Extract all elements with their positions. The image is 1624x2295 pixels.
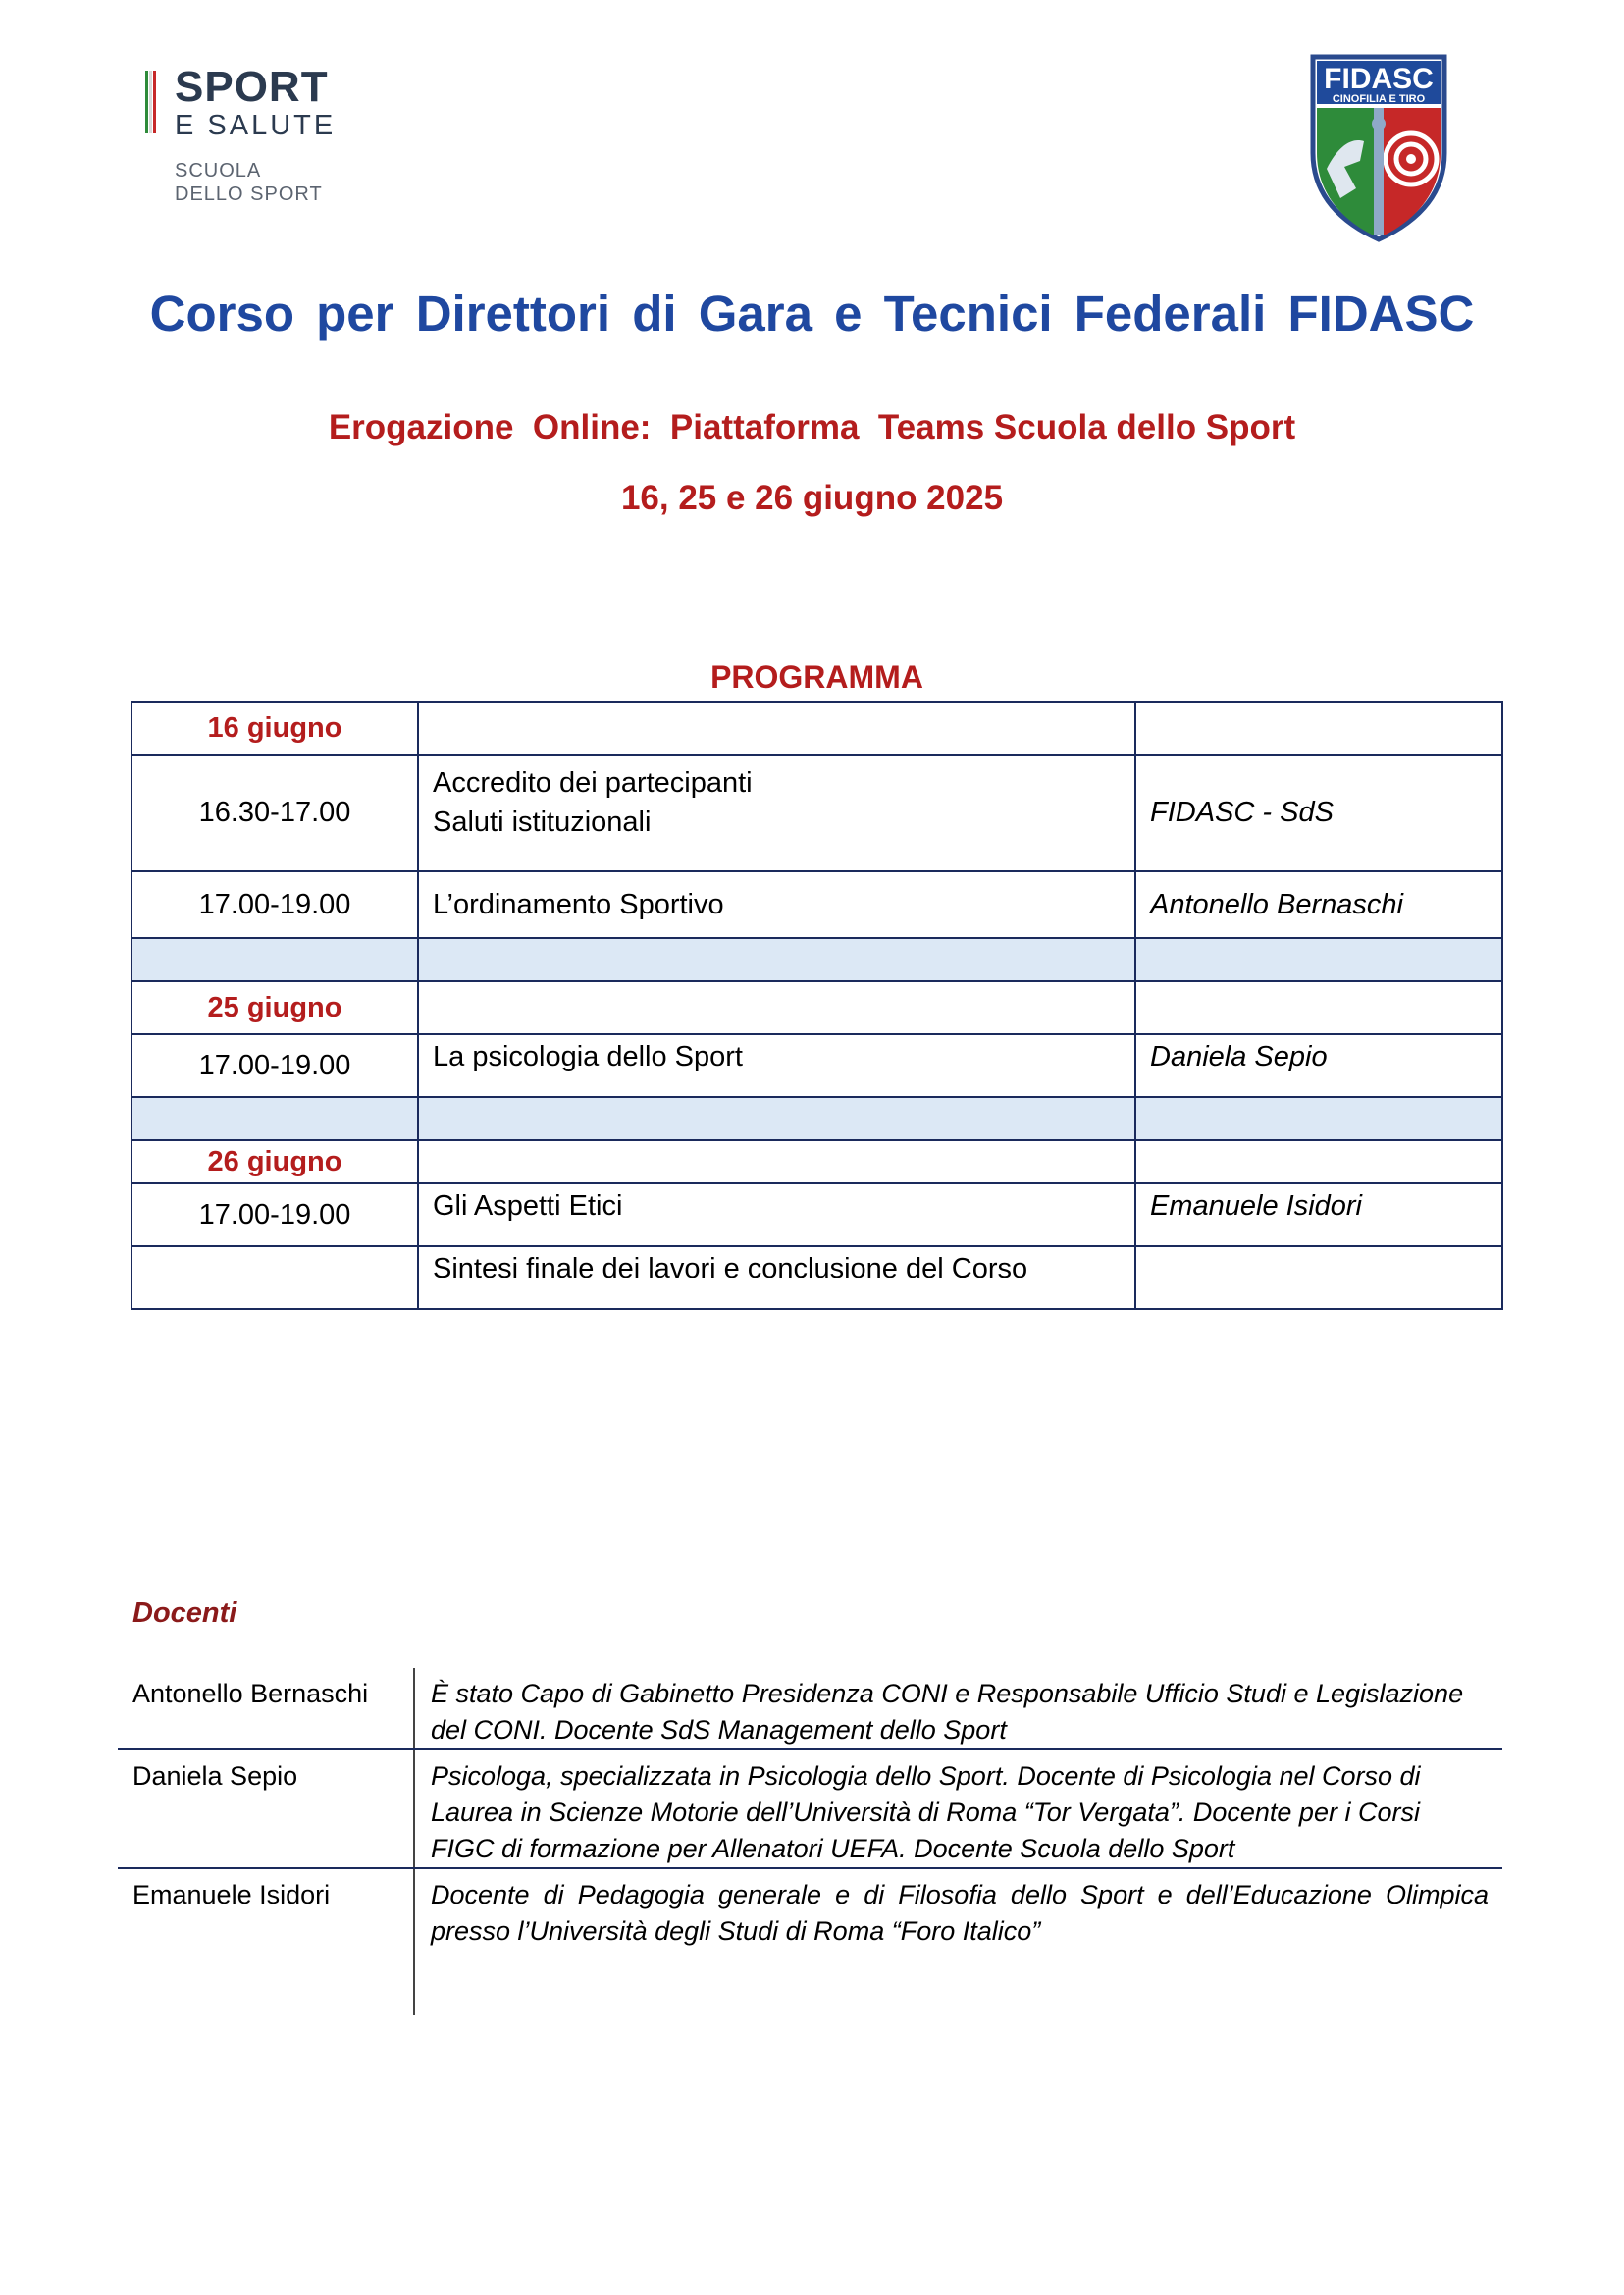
- session-speaker: Antonello Bernaschi: [1135, 871, 1502, 938]
- empty-cell: [418, 702, 1135, 755]
- table-row: [131, 1183, 1502, 1246]
- session-topic: La psicologia dello Sport: [418, 1034, 1135, 1097]
- session-topic: Gli Aspetti Etici: [418, 1183, 1135, 1246]
- table-row: [131, 871, 1502, 938]
- program-heading: PROGRAMMA: [710, 659, 923, 695]
- sport-e-salute-logo: [145, 63, 361, 206]
- table-row-spacer: [131, 938, 1502, 981]
- docente-bio: Docente di Pedagogia generale e di Filosofia dello Sport e dell’Educazione Olimpica presso l’Università degli Studi di Roma “Foro Italico”: [431, 1880, 1489, 1946]
- docente-name: Antonello Bernaschi: [118, 1668, 414, 1749]
- docente-name: Daniela Sepio: [118, 1749, 414, 1868]
- fidasc-logo: [1305, 51, 1452, 243]
- session-speaker: Daniela Sepio: [1135, 1034, 1502, 1097]
- session-time: 17.00-19.00: [131, 1034, 418, 1097]
- session-time: 16.30-17.00: [131, 755, 418, 871]
- docente-row: [118, 1749, 1502, 1868]
- empty-cell: [1135, 1140, 1502, 1183]
- logo-text-e-salute: E SALUTE: [175, 110, 337, 141]
- docente-row: [118, 1868, 1502, 2015]
- fidasc-logo-tagline: CINOFILIA E TIRO: [1332, 93, 1426, 105]
- logo-text-scuola: SCUOLA DELLO SPORT: [175, 160, 323, 205]
- session-time: [131, 1246, 418, 1309]
- session-time: 17.00-19.00: [131, 1183, 418, 1246]
- docente-row: [118, 1668, 1502, 1749]
- empty-cell: [1135, 702, 1502, 755]
- delivery-subtitle: Erogazione Online: Piattaforma Teams Scuola dello Sport: [328, 408, 1296, 446]
- empty-cell: [418, 981, 1135, 1034]
- course-dates: 16, 25 e 26 giugno 2025: [620, 479, 1004, 517]
- day-label: 25 giugno: [131, 981, 418, 1034]
- session-topic: Accredito dei partecipanti Saluti istituzionali: [418, 755, 1135, 871]
- session-time: 17.00-19.00: [131, 871, 418, 938]
- docente-bio: È stato Capo di Gabinetto Presidenza CONI e Responsabile Ufficio Studi e Legislazione del CONI. Docente SdS Management dello Sport: [414, 1668, 1502, 1749]
- page-title: Corso per Direttori di Gara e Tecnici Federali FIDASC: [149, 286, 1475, 341]
- program-table: [131, 701, 1503, 1310]
- table-row: [131, 1246, 1502, 1309]
- docenti-heading: Docenti: [132, 1597, 237, 1629]
- docente-bio: Psicologa, specializzata in Psicologia dello Sport. Docente di Psicologia nel Corso di Laurea in Scienze Motorie dell’Università di Roma “Tor Vergata”. Docente per i Corsi FIGC di formazione per Allenatori UEFA. Docente Scuola dello Sport: [414, 1749, 1502, 1868]
- table-row: [131, 755, 1502, 871]
- empty-cell: [418, 1140, 1135, 1183]
- table-row-day: [131, 1140, 1502, 1183]
- session-topic: Sintesi finale dei lavori e conclusione del Corso: [418, 1246, 1135, 1309]
- italian-flag-stripes: [145, 71, 155, 133]
- table-row: [131, 1034, 1502, 1097]
- table-row-day: [131, 702, 1502, 755]
- day-label: 26 giugno: [131, 1140, 418, 1183]
- logo-text-sport: SPORT: [175, 63, 329, 111]
- table-row-day: [131, 981, 1502, 1034]
- docenti-table: [118, 1668, 1502, 2015]
- session-speaker: Emanuele Isidori: [1135, 1183, 1502, 1246]
- docente-name: Emanuele Isidori: [118, 1868, 414, 2015]
- session-speaker: FIDASC - SdS: [1135, 755, 1502, 871]
- day-label: 16 giugno: [131, 702, 418, 755]
- session-topic: L’ordinamento Sportivo: [418, 871, 1135, 938]
- session-speaker: [1135, 1246, 1502, 1309]
- empty-cell: [1135, 981, 1502, 1034]
- fidasc-logo-name: FIDASC: [1324, 63, 1434, 95]
- fidasc-shield-icon: [1305, 51, 1452, 243]
- table-row-spacer: [131, 1097, 1502, 1140]
